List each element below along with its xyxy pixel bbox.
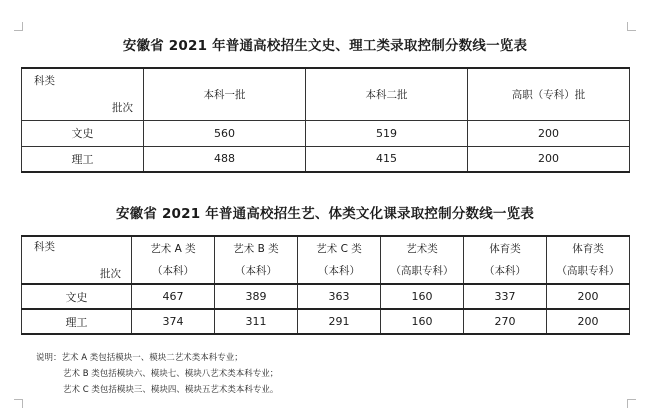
table2-header-cell (132, 236, 215, 284)
table1-cell: 488 (144, 146, 306, 172)
table2-header-line2: （高职专科） (390, 265, 454, 277)
table2-row (22, 284, 630, 309)
table1-corner-cell (22, 68, 144, 120)
table2-cell: 311 (215, 309, 298, 334)
table2-header-cell (381, 236, 464, 284)
table2-cell: 363 (298, 284, 381, 309)
note-line: 艺术 B 类包括模块六、模块七、模块八艺术类本科专业； (63, 369, 279, 379)
notes-block (36, 350, 278, 398)
table2-header-line1: 艺术 C 类 (316, 243, 362, 255)
table2-row-category: 理工 (22, 309, 132, 334)
table1-corner-category-label: 科类 (34, 75, 55, 88)
table1-cell: 519 (306, 120, 468, 146)
table2-corner-cell (22, 236, 132, 284)
table2-corner-category-label: 科类 (34, 241, 55, 253)
table2-header-cell (547, 236, 630, 284)
table1-row-category: 文史 (22, 120, 144, 146)
table2-header-line2: （高职专科） (556, 265, 620, 277)
table2-header-line2: （本科） (318, 265, 360, 277)
table2-header-line1: 体育类 (489, 243, 521, 255)
table2-cell: 337 (464, 284, 547, 309)
table2-cell: 200 (547, 284, 630, 309)
table1-corner-batch-label: 批次 (112, 102, 133, 115)
table2-cell: 374 (132, 309, 215, 334)
table1-header-cell: 本科二批 (306, 68, 468, 120)
table2-cell: 270 (464, 309, 547, 334)
table1-row-category: 理工 (22, 146, 144, 172)
table2-cell: 389 (215, 284, 298, 309)
table2-cell: 200 (547, 309, 630, 334)
table2-header-line2: （本科） (235, 265, 277, 277)
table2-cell: 291 (298, 309, 381, 334)
table1-cell: 415 (306, 146, 468, 172)
table2-corner-batch-label: 批次 (100, 268, 121, 280)
table2-header-line1: 艺术类 (406, 243, 438, 255)
table2-header-line2: （本科） (484, 265, 526, 277)
table2-header-line1: 艺术 A 类 (150, 243, 196, 255)
crop-mark-bottom-right (627, 399, 636, 408)
table1-cell: 200 (468, 120, 630, 146)
crop-mark-bottom-left (14, 399, 23, 408)
table2-header-line2: （本科） (152, 265, 194, 277)
table1-header-row (22, 68, 630, 120)
table2-header-line1: 体育类 (572, 243, 604, 255)
crop-mark-top-right (627, 22, 636, 31)
note-line: 艺术 C 类包括模块三、模块四、模块五艺术类本科专业。 (63, 385, 279, 395)
table2-header-cell (298, 236, 381, 284)
crop-mark-top-left (14, 22, 23, 31)
table1-row (22, 120, 630, 146)
table2-row (22, 309, 630, 334)
table1-header-cell: 高职（专科）批 (468, 68, 630, 120)
table2-title: 安徽省 2021 年普通高校招生艺、体类文化课录取控制分数线一览表 (115, 206, 535, 222)
table1-cell: 560 (144, 120, 306, 146)
table1-general-scores (21, 67, 630, 173)
table2-header-cell (464, 236, 547, 284)
table2-header-line1: 艺术 B 类 (233, 243, 279, 255)
note-line: 说明：艺术 A 类包括模块一、模块二艺术类本科专业； (36, 353, 243, 363)
table2-header-row (22, 236, 630, 284)
table1-row (22, 146, 630, 172)
table2-cell: 160 (381, 284, 464, 309)
table2-arts-sports-scores (21, 235, 630, 335)
table2-cell: 160 (381, 309, 464, 334)
table2-header-cell (215, 236, 298, 284)
table2-row-category: 文史 (22, 284, 132, 309)
table1-title: 安徽省 2021 年普通高校招生文史、理工类录取控制分数线一览表 (122, 38, 528, 54)
table2-cell: 467 (132, 284, 215, 309)
table1-cell: 200 (468, 146, 630, 172)
table1-header-cell: 本科一批 (144, 68, 306, 120)
